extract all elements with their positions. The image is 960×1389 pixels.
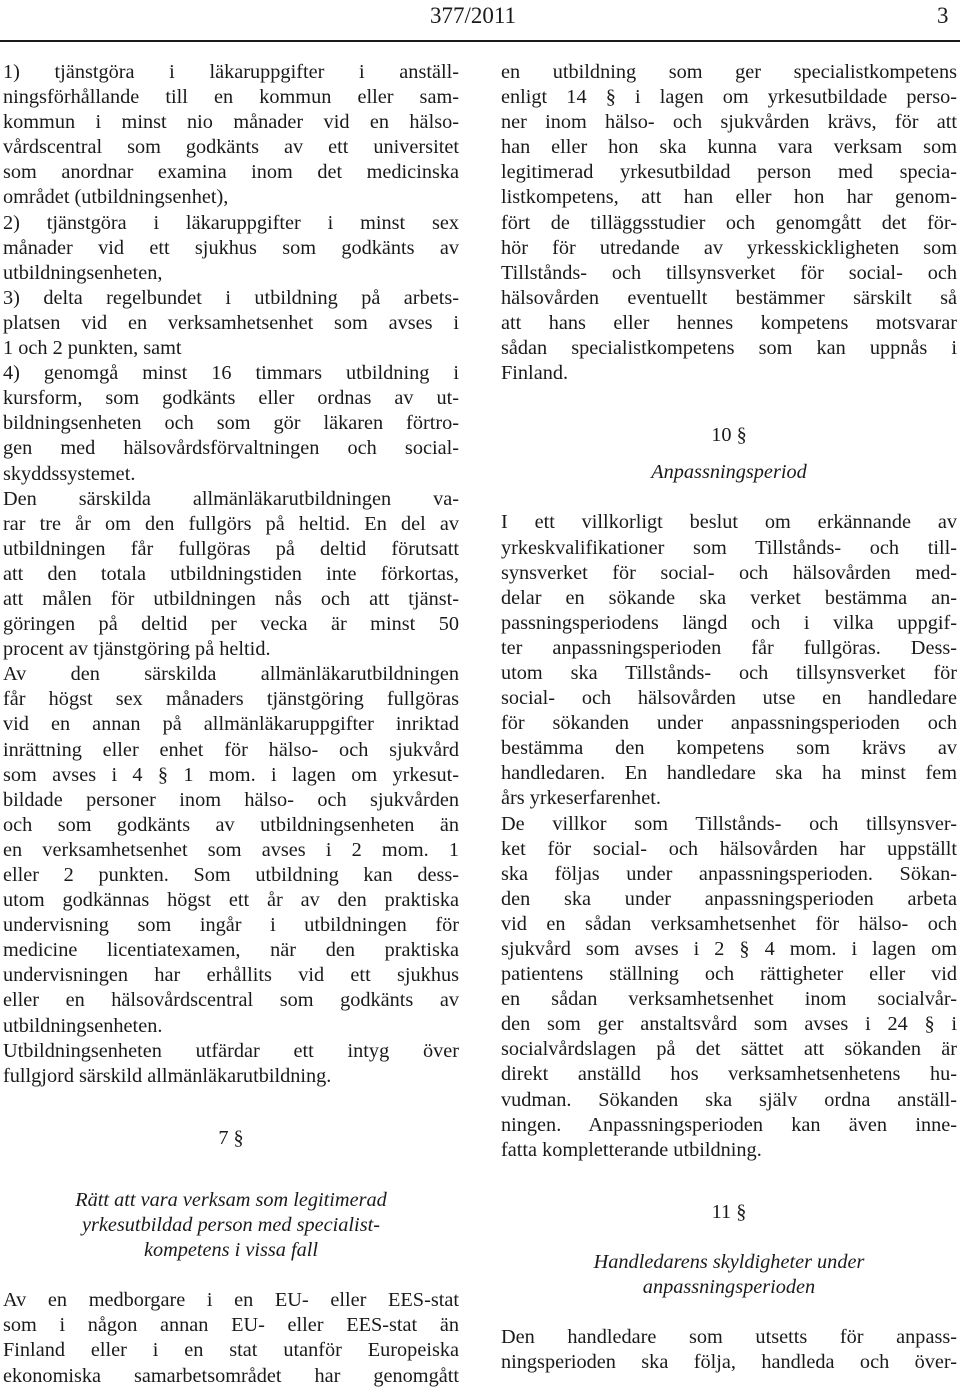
text-line: yrkeskvalifikationer som Tillstånds- och till- — [501, 536, 957, 559]
vertical-gap — [501, 485, 957, 510]
page-number: 3 — [937, 3, 949, 28]
section-heading-line: Handledarens skyldigheter under — [593, 1250, 865, 1273]
text-line: utbildningen får fullgöras på deltid förutsatt — [3, 537, 459, 560]
text-line: bildade personer inom hälso- och sjukvården — [3, 788, 459, 811]
text-line: vid en sådan verksamhetsenhet för hälso- och — [501, 912, 957, 935]
text-line: platsen vid en verksamhetsenhet som avses i — [3, 311, 459, 334]
text-line: utom godkännas högst ett år av den praktiska — [3, 889, 459, 912]
text-line: De villkor som Tillstånds- och tillsynsver- — [501, 812, 957, 835]
text-line: ekonomiska samarbetsområdet har genomgått — [3, 1364, 459, 1387]
text-line: ningsperioden ska följa, handleda och över- — [501, 1351, 957, 1374]
text-line: månader vid ett sjukhus som godkänts av — [3, 236, 459, 259]
text-line: fört de tilläggsstudier och genomgått det för- — [501, 211, 957, 234]
text-line: ket för social- och hälsovården har uppställt — [501, 837, 957, 860]
text-line: ska följas under anpassningsperioden. Sökan- — [501, 862, 957, 885]
text-line: socialvårdslagen på det sättet att sökanden är — [501, 1038, 957, 1061]
text-line: som anordnar examina inom det medicinska — [3, 161, 459, 184]
text-line: 4) genomgå minst 16 timmars utbildning i — [3, 362, 459, 385]
text-line: som avses i 4 § 1 mom. i lagen om yrkesut- — [3, 763, 459, 786]
text-line: 2) tjänstgöra i läkaruppgifter i minst sex — [3, 211, 459, 234]
text-line: inrättning eller enhet för hälso- och sjukvård — [3, 738, 459, 761]
vertical-gap — [501, 1300, 957, 1325]
vertical-gap — [501, 386, 957, 423]
text-line: legitimerad yrkesutbildad person med specia- — [501, 161, 957, 184]
text-line: utbildningsenheten. — [3, 1014, 163, 1037]
text-line: att hans eller hennes kompetens motsvarar — [501, 311, 957, 334]
right-text-column — [501, 60, 957, 1375]
text-line: vårdscentral som godkänts av ett universitet — [3, 136, 459, 159]
text-line: ner inom hälso- och sjukvården krävs, för att — [501, 111, 957, 134]
text-line: den som ger anstaltsvård som avses i 24 § i — [501, 1013, 957, 1036]
vertical-gap — [3, 1089, 459, 1126]
text-line: ter anpassningsperioden får fullgöras. Dess- — [501, 636, 957, 659]
text-line: års yrkeserfarenhet. — [501, 787, 661, 810]
text-line: kommun i minst nio månader vid en hälso- — [3, 111, 459, 134]
section-heading-line: Anpassningsperiod — [651, 461, 807, 484]
section-number: 11 § — [711, 1200, 747, 1223]
text-line: sådan specialistkompetens som kan uppnås i — [501, 337, 957, 360]
vertical-gap — [3, 1151, 459, 1188]
text-line: en utbildning som ger specialistkompetens — [501, 61, 957, 83]
text-line: fullgjord särskild allmänläkarutbildning. — [3, 1064, 332, 1087]
text-line: utbildningsenheten, — [3, 261, 163, 284]
text-line: området (utbildningsenhet), — [3, 186, 229, 209]
section-number: 10 § — [711, 424, 747, 447]
text-line: undervisning som ingår i utbildningen för — [3, 914, 459, 937]
text-line: passningsperiodens längd och i vilka uppgif- — [501, 611, 957, 634]
text-line: en sådan verksamhetsenhet inom socialvår- — [501, 988, 957, 1011]
text-line: sjukvård som avses i 2 § 4 mom. i lagen om — [501, 938, 957, 960]
text-line: listkompetens, att han eller hon har genom- — [501, 186, 957, 209]
section-number: 7 § — [218, 1126, 244, 1149]
text-line: bestämma den kompetens som krävs av — [501, 737, 957, 760]
text-line: enligt 14 § i lagen om yrkesutbildade perso- — [501, 86, 957, 109]
text-line: 3) delta regelbundet i utbildning på arbets- — [3, 286, 459, 309]
text-line: Finland eller i en stat utanför Europeiska — [3, 1339, 459, 1362]
vertical-gap — [501, 1163, 957, 1200]
text-line: I ett villkorligt beslut om erkännande av — [501, 511, 957, 534]
text-line: Av en medborgare i en EU- eller EES-stat — [3, 1289, 459, 1312]
text-line: som i någon annan EU- eller EES-stat än — [3, 1314, 459, 1337]
text-line: fatta kompletterande utbildning. — [501, 1138, 762, 1161]
text-line: procent av tjänstgöring på heltid. — [3, 638, 271, 661]
text-line: direkt anställd hos verksamhetsenhetens hu- — [501, 1063, 957, 1086]
section-heading-line: anpassningsperioden — [642, 1276, 816, 1299]
text-line: delar en sökande ska verket bestämma an- — [501, 586, 957, 609]
text-line: vudman. Sökanden ska själv ordna anställ- — [501, 1088, 957, 1111]
text-line: eller 2 punkten. Som utbildning kan dess- — [3, 864, 459, 886]
text-line: medicine licentiatexamen, när den praktiska — [3, 939, 459, 962]
left-text-column — [3, 60, 459, 1389]
text-line: göringen på deltid per vecka är minst 50 — [3, 613, 459, 636]
text-line: 1 och 2 punkten, samt — [3, 337, 182, 360]
text-line: undervisningen har erhållits vid ett sjukhus — [3, 964, 459, 987]
document-number: 377/2011 — [430, 3, 517, 28]
text-line: kursform, som godkänts eller ordnas av ut- — [3, 387, 459, 410]
section-heading-line: Rätt att vara verksam som legitimerad — [75, 1188, 387, 1211]
text-line: ningsförhållande till en kommun eller sam- — [3, 86, 459, 109]
text-line: att målen för utbildningen nås och att tjänst- — [3, 587, 459, 610]
text-line: en verksamhetsenhet som avses i 2 mom. 1 — [3, 838, 459, 861]
text-line: får högst sex månaders tjänstgöring fullgöras — [3, 688, 459, 711]
text-line: hör för utredande av yrkesskickligheten som — [501, 236, 957, 259]
text-line: han eller hon ska kunna vara verksam som — [501, 136, 957, 159]
page-header — [0, 0, 960, 42]
text-line: den ska under anpassningsperioden arbeta — [501, 887, 957, 910]
text-line: Av den särskilda allmänläkarutbildningen — [3, 663, 459, 686]
section-heading-line: kompetens i vissa fall — [143, 1239, 319, 1262]
text-line: patientens ställning och rättigheter eller vid — [501, 963, 957, 986]
text-line: ningen. Anpassningsperioden kan även inne- — [501, 1113, 957, 1136]
text-line: handledaren. En handledare ska ha minst fem — [501, 762, 957, 785]
text-line: skyddssystemet. — [3, 462, 136, 485]
text-line: rar tre år om den fullgörs på heltid. En del av — [3, 512, 459, 535]
text-line: eller en hälsovårdscentral som godkänts av — [3, 989, 459, 1012]
section-heading-line: yrkesutbildad person med specialist- — [82, 1214, 380, 1237]
text-line: hälsovården eventuellt bestämmer särskilt så — [501, 286, 957, 309]
text-line: för sökanden under anpassningsperioden och — [501, 712, 957, 735]
text-line: Den särskilda allmänläkarutbildningen va- — [3, 487, 459, 510]
text-line: 1) tjänstgöra i läkaruppgifter i anställ- — [3, 61, 459, 83]
text-line: Tillstånds- och tillsynsverket för social- och — [501, 261, 957, 284]
vertical-gap — [3, 1263, 459, 1288]
text-line: utom ska Tillstånds- och tillsynsverket för — [501, 661, 957, 684]
text-line: Utbildningsenheten utfärdar ett intyg över — [3, 1039, 459, 1062]
text-line: Finland. — [501, 362, 569, 385]
text-line: gen med hälsovårdsförvaltningen och social- — [3, 437, 459, 460]
text-line: Den handledare som utsetts för anpass- — [501, 1326, 957, 1349]
vertical-gap — [501, 448, 957, 460]
text-line: och som godkänts av utbildningsenheten än — [3, 813, 459, 836]
text-line: att den totala utbildningstiden inte förkortas, — [3, 562, 459, 585]
text-line: bildningsenheten och som gör läkaren förtro- — [3, 412, 459, 435]
vertical-gap — [501, 1225, 957, 1250]
text-line: vid en annan på allmänläkaruppgifter inriktad — [3, 713, 459, 736]
text-line: social- och hälsovården utse en handledare — [501, 687, 957, 710]
text-line: synsverket för social- och hälsovården med- — [501, 561, 957, 584]
